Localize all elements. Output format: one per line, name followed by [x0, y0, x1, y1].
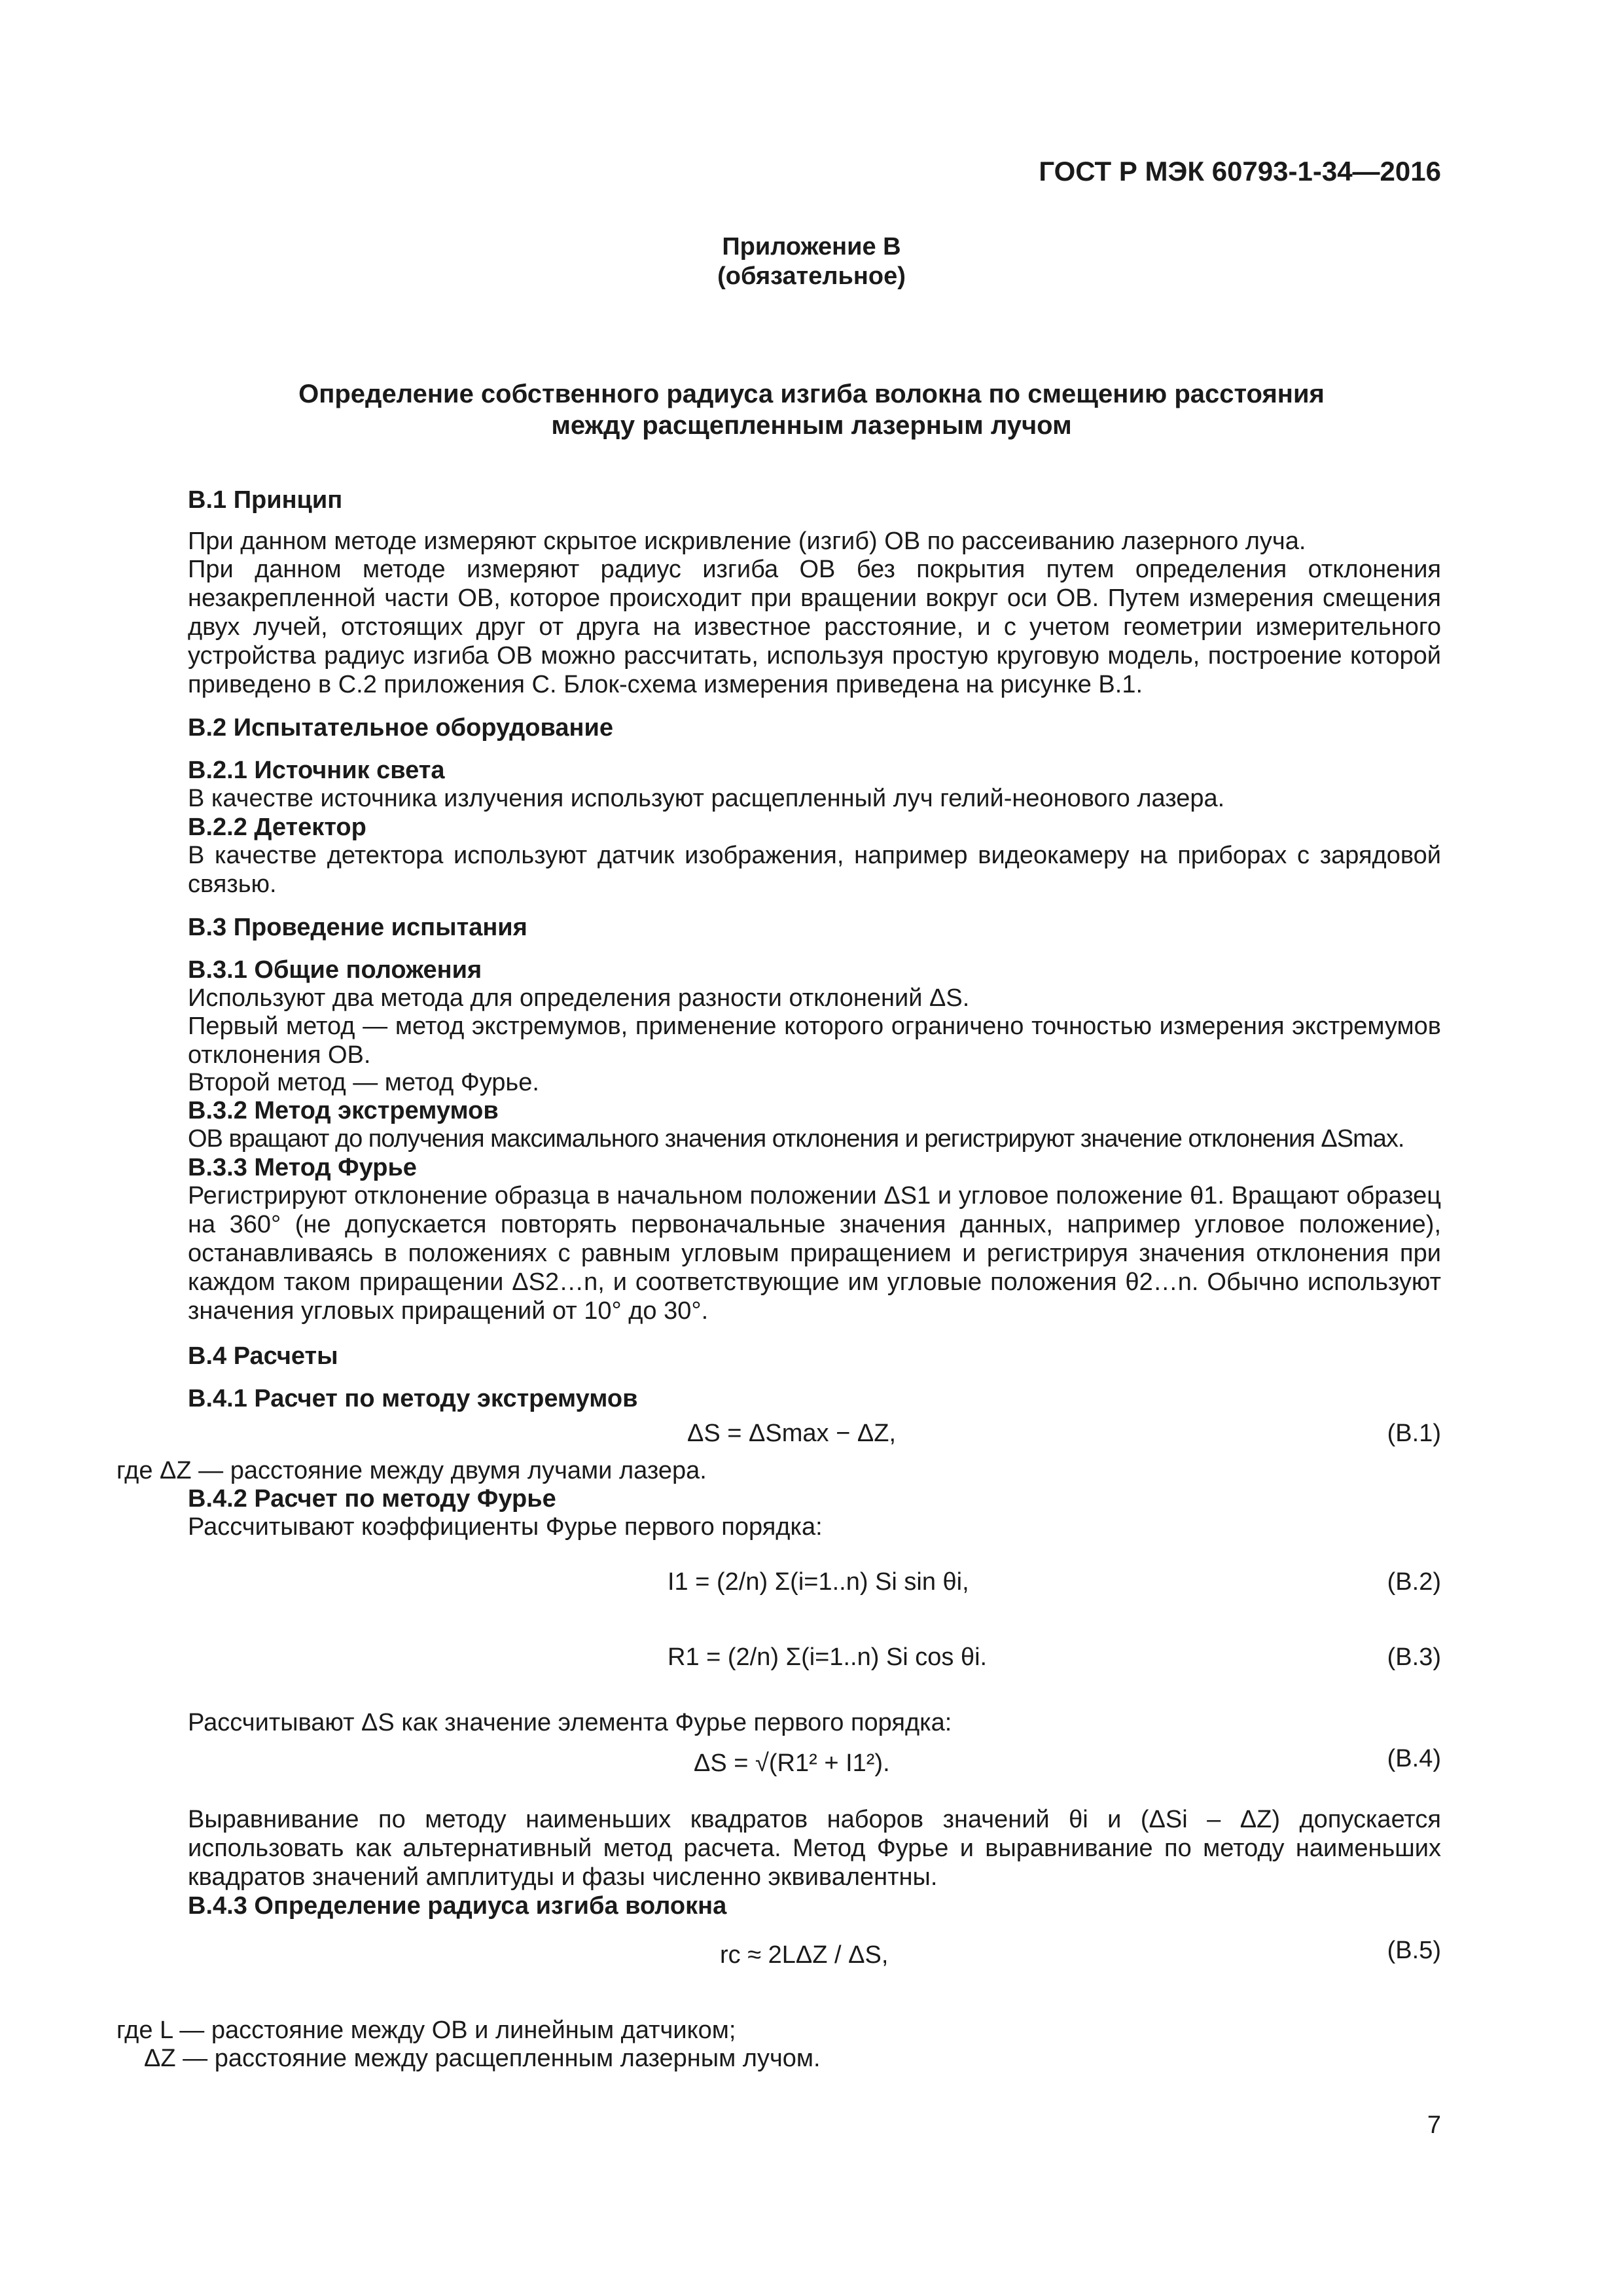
where-clause: ΔZ — расстояние между расщепленным лазерным лучом.: [144, 2045, 821, 2072]
annex-title: Приложение В: [722, 233, 901, 260]
paragraph: При данном методе измеряют скрытое искривление (изгиб) ОВ по рассеиванию лазерного луча.: [188, 528, 1306, 555]
paragraph: ОВ вращают до получения максимального значения отклонения и регистрируют значение отклонения ΔSmax.: [188, 1125, 1404, 1153]
equation-b4: ΔS = √(R1² + I1²).: [694, 1749, 890, 1777]
subsection-heading: В.4.1 Расчет по методу экстремумов: [188, 1385, 638, 1412]
equation-b2: I1 = (2/n) Σ(i=1..n) Si sin θi,: [668, 1568, 969, 1596]
equation-number: (В.5): [1387, 1937, 1441, 1964]
section-heading: В.4 Расчеты: [188, 1342, 338, 1370]
section-heading: В.2 Испытательное оборудование: [188, 714, 613, 742]
subsection-heading: В.3.3 Метод Фурье: [188, 1154, 417, 1181]
subsection-heading: В.2.1 Источник света: [188, 757, 445, 784]
paragraph: Рассчитывают коэффициенты Фурье первого порядка:: [188, 1513, 823, 1541]
equation-number: (В.4): [1387, 1745, 1441, 1772]
paragraph: Рассчитывают ΔS как значение элемента Фурье первого порядка:: [188, 1709, 952, 1736]
equation-number: (В.3): [1387, 1643, 1441, 1671]
subsection-heading: В.2.2 Детектор: [188, 814, 366, 841]
subsection-heading: В.4.2 Расчет по методу Фурье: [188, 1485, 556, 1513]
annex-status: (обязательное): [717, 262, 906, 290]
subsection-heading: В.3.1 Общие положения: [188, 956, 482, 984]
subsection-heading: В.3.2 Метод экстремумов: [188, 1097, 499, 1124]
equation-b1: ΔS = ΔSmax − ΔZ,: [687, 1420, 897, 1447]
section-heading: В.3 Проведение испытания: [188, 914, 527, 941]
equation-b3: R1 = (2/n) Σ(i=1..n) Si cos θi.: [668, 1643, 988, 1671]
equation-number: (В.1): [1387, 1420, 1441, 1447]
equation-b5: rc ≈ 2LΔZ / ΔS,: [720, 1941, 889, 1969]
where-clause: где ΔZ — расстояние между двумя лучами лазера.: [116, 1457, 707, 1484]
paragraph: В качестве детектора используют датчик изображения, например видеокамеру на приборах с зарядовой связью.: [188, 842, 1441, 898]
section-heading: В.1 Принцип: [188, 486, 343, 514]
main-title-line1: Определение собственного радиуса изгиба волокна по смещению расстояния: [298, 380, 1325, 408]
main-title-line2: между расщепленным лазерным лучом: [551, 411, 1072, 440]
paragraph: Первый метод — метод экстремумов, применение которого ограничено точностью измерения экстремумов отклонения ОВ.: [188, 1013, 1441, 1069]
paragraph: Используют два метода для определения разности отклонений ΔS.: [188, 984, 970, 1012]
paragraph: В качестве источника излучения используют расщепленный луч гелий-неонового лазера.: [188, 785, 1225, 812]
equation-number: (В.2): [1387, 1568, 1441, 1596]
page-number: 7: [1427, 2111, 1441, 2139]
paragraph: При данном методе измеряют радиус изгиба ОВ без покрытия путем определения отклонения незакрепленной части ОВ, которое происходит при вращении вокруг оси ОВ. Путем измерения смещения двух лучей, отстоящих друг от друга на известное расстояние, и с учетом геометрии измерительного устройства радиус изгиба ОВ можно рассчитать, используя простую круговую модель, построение которой приведено в С.2 приложения С. Блок-схема измерения приведена на рисунке В.1.: [188, 556, 1441, 698]
paragraph: Второй метод — метод Фурье.: [188, 1069, 539, 1096]
paragraph: Выравнивание по методу наименьших квадратов наборов значений θi и (ΔSi – ΔZ) допускается использовать как альтернативный метод расчета. Метод Фурье и выравнивание по методу наименьших квадратов значений амплитуды и фазы численно эквивалентны.: [188, 1806, 1441, 1891]
standard-designation: ГОСТ Р МЭК 60793-1-34—2016: [1039, 156, 1441, 187]
subsection-heading: В.4.3 Определение радиуса изгиба волокна: [188, 1892, 727, 1920]
where-clause: где L — расстояние между ОВ и линейным датчиком;: [116, 2017, 736, 2044]
paragraph: Регистрируют отклонение образца в начальном положении ΔS1 и угловое положение θ1. Вращают образец на 360° (не допускается повторять первоначальные значения данных, например угловое положение), останавливаясь в положениях с равным угловым приращением и регистрируя значения отклонения при каждом таком приращении ΔS2…n, и соответствующие им угловые положения θ2…n. Обычно используют значения угловых приращений от 10° до 30°.: [188, 1182, 1441, 1325]
